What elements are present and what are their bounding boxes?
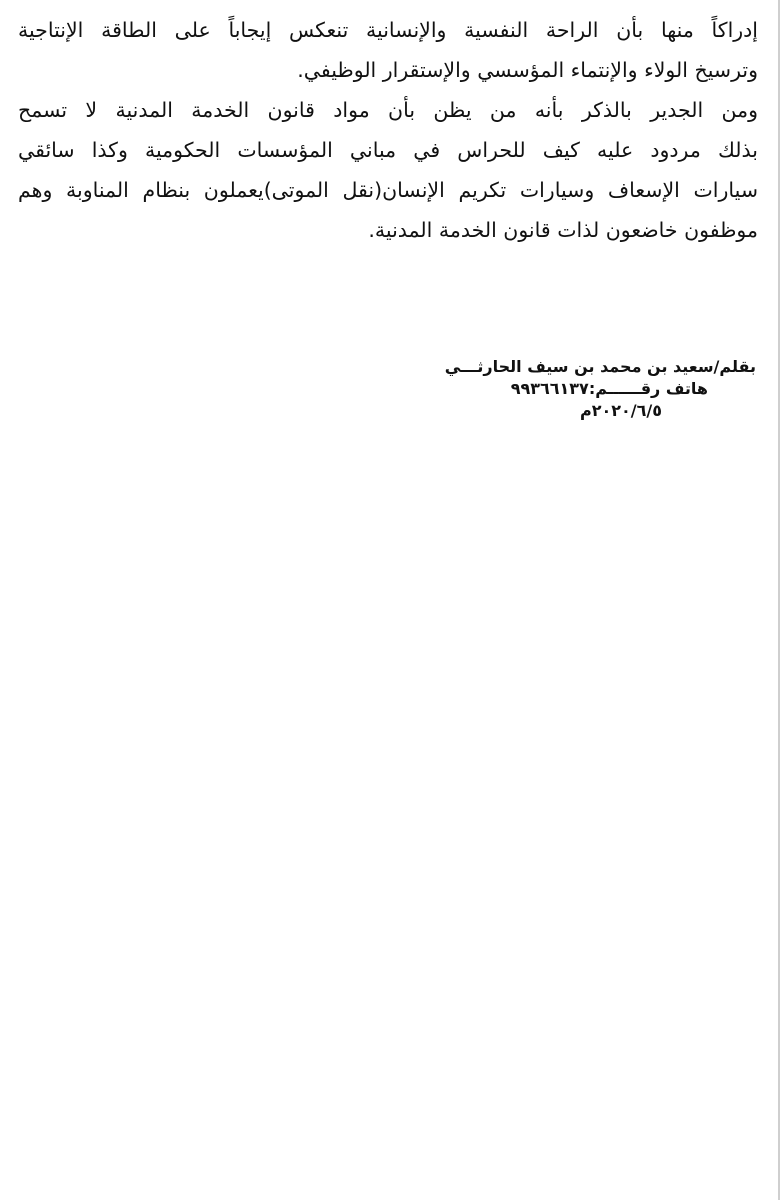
paragraph-2-line-4: موظفون خاضعون لذات قانون الخدمة المدنية. [368,218,758,242]
paragraph-2-line-3: سيارات الإسعاف وسيارات تكريم الإنسان(نقل الموتى)يعملون بنظام المناوبة وهم [18,178,758,202]
paragraph-1-line-2: وترسيخ الولاء والإنتماء المؤسسي والإستقرار الوظيفي. [297,58,758,82]
paragraph-2-line-2: بذلك مردود عليه كيف للحراس في مباني المؤسسات الحكومية وكذا سائقي [18,138,758,162]
signature-block [445,356,756,422]
paragraph-1-line-1: إدراكاً منها بأن الراحة النفسية والإنسانية تنعكس إيجاباً على الطاقة الإنتاجية [18,18,758,42]
signature-phone: هاتف رقــــــم:٩٩٣٦٦١٣٧ [510,379,708,398]
article-body [18,10,758,250]
paragraph-2-line-1: ومن الجدير بالذكر بأنه من يظن بأن مواد قانون الخدمة المدنية لا تسمح [18,98,758,122]
signature-date: ٢٠٢٠/٦/٥م [579,401,662,420]
signature-author: بقلم/سعيد بن محمد بن سيف الحارثـــي [444,357,756,376]
